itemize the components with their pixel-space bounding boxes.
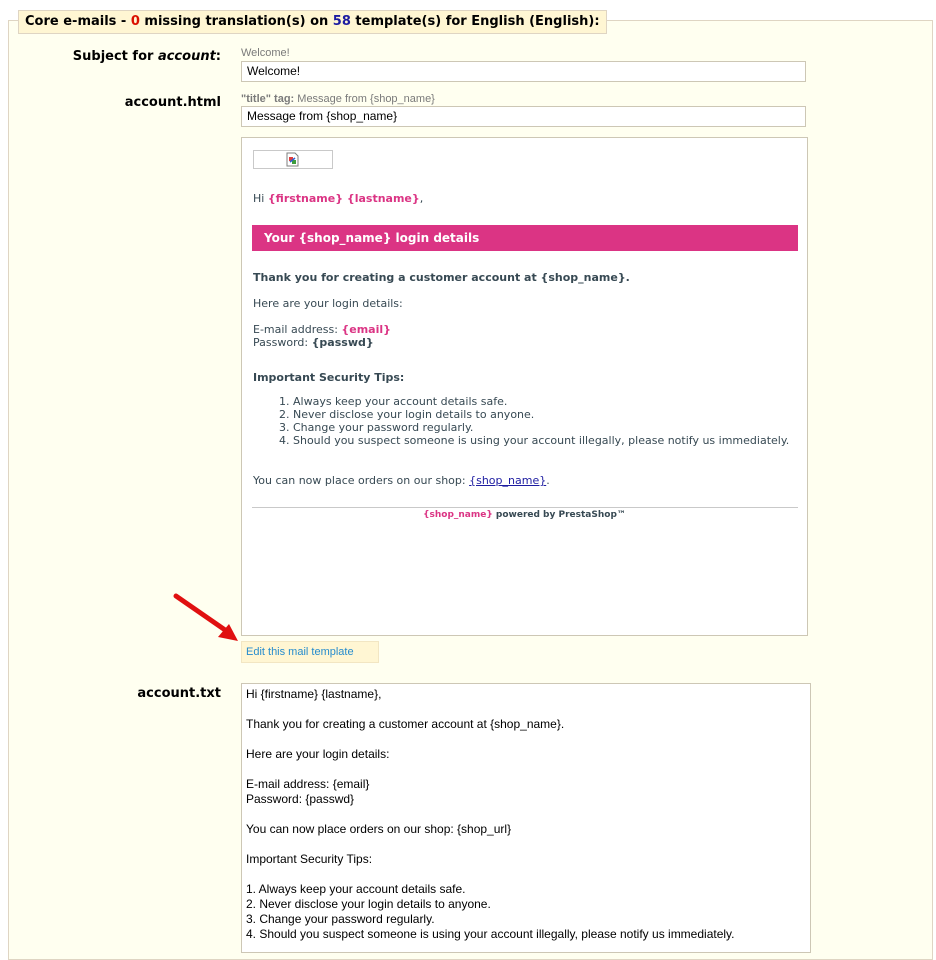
title-tag-hint <box>241 93 435 105</box>
tips-title: Important Security Tips: <box>253 371 405 384</box>
login-details-banner: Your {shop_name} login details <box>252 225 798 251</box>
textarea-line <box>246 807 806 822</box>
textarea-line: Thank you for creating a customer account at {shop_name}. <box>246 717 565 731</box>
list-item: 2. Never disclose your login details to anyone. <box>293 408 813 421</box>
title-tag-input[interactable]: Message from {shop_name} <box>241 106 806 127</box>
textarea-line <box>246 732 806 747</box>
textarea-line: Here are your login details: <box>246 747 390 761</box>
shop-logo-placeholder <box>253 150 333 169</box>
textarea-line: E-mail address: {email} <box>246 777 370 791</box>
txt-template-label: account.txt <box>137 686 221 701</box>
email-line <box>253 323 391 336</box>
subject-label-prefix: Subject for <box>72 49 158 64</box>
textarea-line: Password: {passwd} <box>246 792 355 806</box>
html-email-preview <box>241 137 808 636</box>
textarea-line: Hi {firstname} {lastname}, <box>246 687 382 701</box>
subject-label-name: account <box>157 49 216 64</box>
subject-label-suffix: : <box>215 49 221 64</box>
textarea-line <box>246 702 806 717</box>
title-tag-hint-label: "title" tag: <box>241 93 295 105</box>
footer-powered-by: powered by PrestaShop™ <box>492 510 626 520</box>
textarea-line <box>246 837 806 852</box>
greeting-suffix: , <box>419 192 424 205</box>
html-template-label: account.html <box>124 95 221 110</box>
broken-image-icon <box>286 152 300 167</box>
footer-shop: {shop_name} <box>423 510 493 520</box>
edit-mail-template-button[interactable]: Edit this mail template <box>241 641 379 663</box>
legend-mid: missing translation(s) on <box>139 14 333 29</box>
password-line <box>253 336 374 349</box>
greeting-vars: {firstname} {lastname} <box>267 192 420 205</box>
login-intro-text: Here are your login details: <box>253 297 403 310</box>
subject-hint: Welcome! <box>241 47 290 59</box>
list-item: 1. Always keep your account details safe. <box>293 395 813 408</box>
template-count: 58 <box>332 14 351 29</box>
subject-input[interactable]: Welcome! <box>241 61 806 82</box>
legend-suffix: template(s) for English (English): <box>350 14 600 29</box>
subject-label <box>73 49 221 64</box>
textarea-line: Important Security Tips: <box>246 852 373 866</box>
password-label: Password: <box>253 336 312 349</box>
password-var: {passwd} <box>311 336 374 349</box>
list-item: 4. Should you suspect someone is using your account illegally, please notify us immediately. <box>293 434 813 447</box>
missing-count: 0 <box>130 14 140 29</box>
orders-line <box>253 474 550 487</box>
list-item: 3. Change your password regularly. <box>293 421 813 434</box>
orders-prefix: You can now place orders on our shop: <box>253 474 470 487</box>
red-arrow-icon <box>168 588 246 648</box>
textarea-line: 3. Change your password regularly. <box>246 912 435 926</box>
textarea-line: 4. Should you suspect someone is using your account illegally, please notify us immediately. <box>246 927 735 941</box>
orders-suffix: . <box>546 474 550 487</box>
email-var: {email} <box>341 323 391 336</box>
fieldset-legend <box>18 10 607 34</box>
title-tag-hint-value: Message from {shop_name} <box>294 93 435 105</box>
textarea-line: 2. Never disclose your login details to anyone. <box>246 897 491 911</box>
email-footer <box>242 510 807 520</box>
textarea-line: 1. Always keep your account details safe. <box>246 882 466 896</box>
textarea-line <box>246 867 806 882</box>
greeting <box>253 192 423 205</box>
txt-template-textarea[interactable] <box>241 683 811 953</box>
textarea-line: You can now place orders on our shop: {shop_url} <box>246 822 512 836</box>
footer-divider <box>252 507 798 508</box>
email-label: E-mail address: <box>253 323 342 336</box>
shop-link[interactable]: {shop_name} <box>469 474 547 487</box>
thanks-text: Thank you for creating a customer account at {shop_name}. <box>253 271 630 284</box>
legend-prefix: Core e-mails - <box>25 14 131 29</box>
security-tips-list <box>253 395 813 447</box>
textarea-line <box>246 762 806 777</box>
greeting-prefix: Hi <box>253 192 268 205</box>
